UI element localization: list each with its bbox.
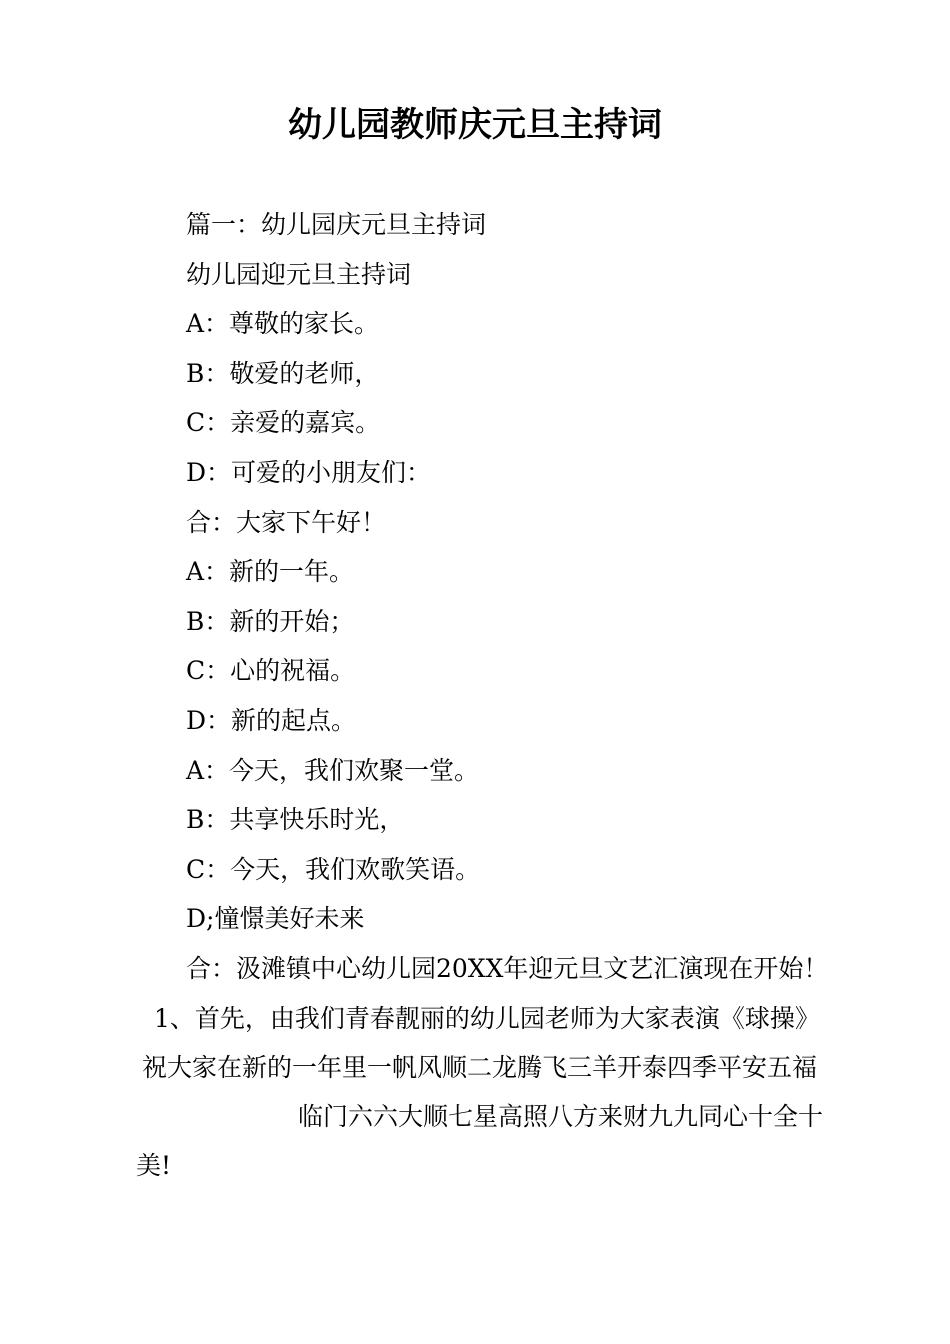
- script-line: D：新的起点。: [186, 705, 357, 735]
- script-line: D;憧憬美好未来: [186, 904, 365, 934]
- script-line: 合：大家下午好！: [186, 507, 387, 537]
- program-paragraph: [136, 994, 836, 1190]
- document-title: 幼儿园教师庆元旦主持词: [288, 105, 662, 145]
- script-line: D：可爱的小朋友们：: [186, 457, 432, 487]
- script-line: B：新的开始；: [186, 606, 355, 636]
- paragraph-line: 祝大家在新的一年里一帆风顺二龙腾飞三羊开泰四季平安五福: [142, 1053, 818, 1082]
- paragraph-line: 美!: [136, 1151, 172, 1180]
- script-line: 合：汲滩镇中心幼儿园20XX年迎元旦文艺汇演现在开始！: [186, 953, 829, 983]
- section-heading: 篇一：幼儿园庆元旦主持词: [186, 210, 487, 239]
- script-subtitle: 幼儿园迎元旦主持词: [186, 259, 412, 289]
- script-line: A：尊敬的家长。: [186, 309, 380, 339]
- script-lines: [186, 200, 866, 994]
- script-line: C：亲爱的嘉宾。: [186, 408, 381, 438]
- paragraph-line: 1、首先，由我们青春靓丽的幼儿园老师为大家表演《球操》: [154, 1004, 820, 1033]
- script-line: C：今天，我们欢歌笑语。: [186, 854, 481, 884]
- script-line: B：敬爱的老师，: [186, 358, 380, 388]
- script-line: A：新的一年。: [186, 557, 355, 587]
- script-line: A：今天，我们欢聚一堂。: [186, 755, 480, 785]
- script-line: C：心的祝福。: [186, 656, 356, 686]
- paragraph-line: 临门六六大顺七星高照八方来财九九同心十全十: [298, 1102, 824, 1131]
- script-line: B：共享快乐时光，: [186, 805, 405, 835]
